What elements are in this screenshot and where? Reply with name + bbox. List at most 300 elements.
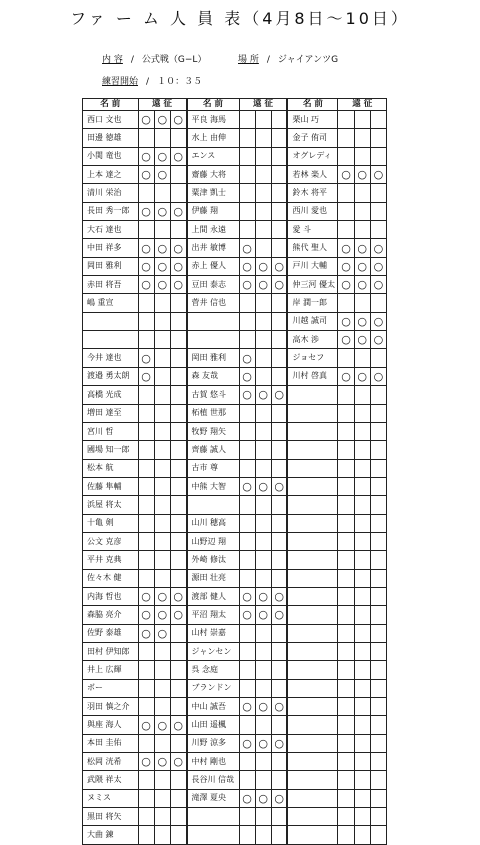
- player-name: 西口 文也: [83, 111, 139, 129]
- ensei-mark: [370, 459, 386, 477]
- ensei-mark: [154, 367, 170, 385]
- ensei-mark: [239, 679, 255, 697]
- player-name: 外崎 修汰: [187, 551, 240, 569]
- ensei-header: 遠 征: [138, 99, 186, 111]
- ensei-mark: [255, 129, 271, 147]
- ensei-mark: ○: [255, 386, 271, 404]
- ensei-mark: [170, 312, 186, 330]
- ensei-mark: ○: [170, 587, 186, 605]
- player-name: 中田 祥多: [83, 239, 139, 257]
- ensei-mark: [239, 642, 255, 660]
- player-name: 熊代 聖人: [287, 239, 337, 257]
- player-name: ヌミス: [83, 789, 139, 807]
- ensei-mark: [271, 459, 287, 477]
- player-name: [287, 698, 337, 716]
- ensei-mark: [271, 514, 287, 532]
- ensei-mark: ○: [170, 276, 186, 294]
- ensei-mark: [154, 679, 170, 697]
- ensei-mark: [255, 202, 271, 220]
- ensei-mark: [255, 367, 271, 385]
- ensei-mark: [239, 624, 255, 642]
- ensei-mark: [271, 221, 287, 239]
- ensei-mark: [154, 349, 170, 367]
- player-name: 中熊 大智: [187, 477, 240, 495]
- player-name: 十亀 剣: [83, 514, 139, 532]
- ensei-mark: [138, 679, 154, 697]
- ensei-mark: [154, 184, 170, 202]
- player-name: 高橋 光成: [83, 386, 139, 404]
- ensei-mark: [154, 404, 170, 422]
- player-name: 滝澤 夏央: [187, 789, 240, 807]
- start-label: 練習開始: [102, 77, 139, 87]
- ensei-mark: ○: [370, 331, 386, 349]
- ensei-mark: [354, 184, 370, 202]
- ensei-mark: [354, 496, 370, 514]
- table-row: [83, 422, 387, 440]
- player-name: [83, 331, 139, 349]
- separator: /: [146, 77, 150, 87]
- start-value: １０：３５: [157, 77, 203, 87]
- ensei-mark: [354, 771, 370, 789]
- player-name: 嶋 重宣: [83, 294, 139, 312]
- ensei-mark: [271, 679, 287, 697]
- ensei-mark: [354, 477, 370, 495]
- ensei-mark: [138, 129, 154, 147]
- ensei-mark: ○: [239, 587, 255, 605]
- player-name: 渡邉 勇太朗: [83, 367, 139, 385]
- ensei-mark: [255, 111, 271, 129]
- separator: /: [266, 55, 270, 65]
- player-name: [287, 753, 337, 771]
- ensei-mark: ○: [154, 257, 170, 275]
- ensei-mark: [170, 551, 186, 569]
- table-row: [83, 789, 387, 807]
- ensei-mark: [239, 404, 255, 422]
- ensei-mark: [170, 441, 186, 459]
- ensei-mark: [271, 753, 287, 771]
- ensei-mark: [370, 826, 386, 844]
- player-name: 黒田 将矢: [83, 808, 139, 826]
- player-name: 伊藤 翔: [187, 202, 240, 220]
- ensei-mark: ○: [338, 276, 354, 294]
- table-row: [83, 294, 387, 312]
- ensei-mark: [154, 532, 170, 550]
- ensei-mark: [170, 129, 186, 147]
- ensei-mark: [138, 551, 154, 569]
- ensei-mark: ○: [239, 367, 255, 385]
- ensei-mark: [271, 716, 287, 734]
- ensei-mark: [138, 826, 154, 844]
- player-name: [287, 642, 337, 660]
- ensei-mark: [170, 569, 186, 587]
- ensei-mark: [354, 532, 370, 550]
- ensei-mark: [271, 331, 287, 349]
- ensei-mark: ○: [170, 606, 186, 624]
- ensei-mark: [354, 661, 370, 679]
- ensei-mark: [354, 441, 370, 459]
- ensei-mark: [271, 441, 287, 459]
- ensei-mark: [271, 111, 287, 129]
- player-name: 與座 海人: [83, 716, 139, 734]
- ensei-mark: [154, 496, 170, 514]
- ensei-mark: [255, 331, 271, 349]
- name-header: 名 前: [187, 99, 240, 111]
- player-name: 呉 念庭: [187, 661, 240, 679]
- ensei-mark: [370, 606, 386, 624]
- ensei-mark: [370, 587, 386, 605]
- ensei-mark: [354, 789, 370, 807]
- ensei-mark: ○: [338, 239, 354, 257]
- ensei-mark: [370, 111, 386, 129]
- player-name: ボー: [83, 679, 139, 697]
- player-name: 武隈 祥太: [83, 771, 139, 789]
- player-name: [287, 808, 337, 826]
- ensei-mark: [170, 294, 186, 312]
- player-name: 戸川 大輔: [287, 257, 337, 275]
- ensei-mark: ○: [170, 716, 186, 734]
- ensei-mark: ○: [255, 587, 271, 605]
- ensei-mark: [170, 789, 186, 807]
- ensei-mark: ○: [138, 147, 154, 165]
- ensei-mark: [271, 422, 287, 440]
- ensei-mark: ○: [271, 257, 287, 275]
- ensei-mark: [354, 642, 370, 660]
- ensei-mark: [138, 771, 154, 789]
- ensei-mark: [354, 698, 370, 716]
- ensei-mark: ○: [255, 276, 271, 294]
- player-name: 内海 哲也: [83, 587, 139, 605]
- ensei-mark: ○: [138, 257, 154, 275]
- ensei-mark: [255, 624, 271, 642]
- ensei-mark: ○: [271, 698, 287, 716]
- player-name: [287, 459, 337, 477]
- ensei-mark: [138, 422, 154, 440]
- ensei-mark: [138, 569, 154, 587]
- ensei-mark: [170, 331, 186, 349]
- player-name: 國場 知一郎: [83, 441, 139, 459]
- ensei-mark: ○: [354, 331, 370, 349]
- ensei-mark: [255, 661, 271, 679]
- player-name: [287, 624, 337, 642]
- player-name: [287, 716, 337, 734]
- ensei-mark: [154, 514, 170, 532]
- ensei-mark: [338, 422, 354, 440]
- ensei-mark: ○: [271, 386, 287, 404]
- player-name: [287, 661, 337, 679]
- player-name: [287, 551, 337, 569]
- ensei-mark: [370, 642, 386, 660]
- player-name: 愛 斗: [287, 221, 337, 239]
- ensei-mark: [255, 808, 271, 826]
- ensei-mark: ○: [170, 753, 186, 771]
- ensei-mark: [239, 441, 255, 459]
- ensei-mark: [338, 661, 354, 679]
- ensei-mark: [239, 129, 255, 147]
- ensei-mark: [271, 532, 287, 550]
- player-name: 山野辺 翔: [187, 532, 240, 550]
- ensei-mark: [271, 239, 287, 257]
- table-row: [83, 331, 387, 349]
- ensei-mark: [370, 221, 386, 239]
- ensei-mark: [154, 569, 170, 587]
- ensei-mark: [255, 459, 271, 477]
- ensei-mark: [338, 771, 354, 789]
- player-name: 栗山 巧: [287, 111, 337, 129]
- ensei-mark: ○: [354, 312, 370, 330]
- ensei-mark: [370, 202, 386, 220]
- player-name: [187, 496, 240, 514]
- content-label: 内 容: [102, 55, 123, 65]
- ensei-header: 遠 征: [338, 99, 387, 111]
- ensei-mark: [170, 349, 186, 367]
- ensei-mark: [338, 294, 354, 312]
- player-name: 古賀 悠斗: [187, 386, 240, 404]
- table-row: [83, 587, 387, 605]
- ensei-mark: [138, 459, 154, 477]
- ensei-mark: [154, 698, 170, 716]
- ensei-mark: [138, 734, 154, 752]
- ensei-mark: [338, 111, 354, 129]
- ensei-mark: [354, 716, 370, 734]
- ensei-mark: [239, 808, 255, 826]
- ensei-mark: [271, 129, 287, 147]
- ensei-mark: [154, 422, 170, 440]
- player-name: [187, 808, 240, 826]
- ensei-mark: [271, 642, 287, 660]
- ensei-mark: [338, 459, 354, 477]
- ensei-mark: [239, 147, 255, 165]
- ensei-mark: [255, 532, 271, 550]
- ensei-mark: [370, 661, 386, 679]
- ensei-mark: ○: [271, 477, 287, 495]
- table-row: [83, 532, 387, 550]
- ensei-mark: [338, 441, 354, 459]
- ensei-mark: [338, 184, 354, 202]
- ensei-mark: [370, 349, 386, 367]
- ensei-mark: [271, 202, 287, 220]
- ensei-mark: [154, 441, 170, 459]
- ensei-mark: [354, 587, 370, 605]
- player-name: 山村 崇嘉: [187, 624, 240, 642]
- ensei-mark: [370, 147, 386, 165]
- ensei-mark: [370, 808, 386, 826]
- ensei-mark: [154, 459, 170, 477]
- ensei-mark: [255, 184, 271, 202]
- meta-content-row: [102, 52, 206, 65]
- meta-start-row: [102, 74, 202, 87]
- ensei-mark: ○: [255, 734, 271, 752]
- ensei-mark: [239, 166, 255, 184]
- player-name: 渡部 健人: [187, 587, 240, 605]
- ensei-mark: [239, 312, 255, 330]
- player-name: ジョセフ: [287, 349, 337, 367]
- ensei-mark: [239, 111, 255, 129]
- ensei-mark: [338, 716, 354, 734]
- table-row: [83, 276, 387, 294]
- ensei-mark: [354, 404, 370, 422]
- ensei-mark: [338, 753, 354, 771]
- ensei-mark: [370, 753, 386, 771]
- ensei-mark: [138, 312, 154, 330]
- player-name: 中村 剛也: [187, 753, 240, 771]
- ensei-mark: ○: [154, 202, 170, 220]
- player-name: 佐々木 健: [83, 569, 139, 587]
- ensei-mark: [354, 459, 370, 477]
- player-name: 井上 広輝: [83, 661, 139, 679]
- player-name: 上間 永遠: [187, 221, 240, 239]
- player-name: 出井 敏博: [187, 239, 240, 257]
- ensei-mark: [154, 661, 170, 679]
- player-name: ジャンセン: [187, 642, 240, 660]
- player-name: [187, 312, 240, 330]
- ensei-mark: [239, 569, 255, 587]
- name-header: 名 前: [83, 99, 139, 111]
- ensei-mark: ○: [338, 312, 354, 330]
- player-name: 古市 尊: [187, 459, 240, 477]
- ensei-mark: [370, 294, 386, 312]
- ensei-mark: [170, 459, 186, 477]
- ensei-mark: ○: [154, 606, 170, 624]
- ensei-mark: [255, 496, 271, 514]
- player-name: 長谷川 信哉: [187, 771, 240, 789]
- ensei-mark: ○: [138, 367, 154, 385]
- table-row: [83, 349, 387, 367]
- player-name: 山川 穂高: [187, 514, 240, 532]
- ensei-mark: [239, 202, 255, 220]
- player-name: 岡田 雅利: [187, 349, 240, 367]
- ensei-mark: [138, 404, 154, 422]
- ensei-mark: [271, 496, 287, 514]
- ensei-mark: [138, 441, 154, 459]
- player-name: 粟津 凱士: [187, 184, 240, 202]
- ensei-mark: [370, 789, 386, 807]
- ensei-mark: [354, 569, 370, 587]
- ensei-mark: [338, 698, 354, 716]
- ensei-mark: [271, 404, 287, 422]
- ensei-mark: ○: [239, 257, 255, 275]
- player-name: 岡田 雅利: [83, 257, 139, 275]
- ensei-mark: [239, 771, 255, 789]
- player-name: [287, 422, 337, 440]
- player-name: [83, 312, 139, 330]
- ensei-mark: [370, 386, 386, 404]
- table-row: [83, 698, 387, 716]
- ensei-mark: [154, 386, 170, 404]
- player-name: 源田 壮亮: [187, 569, 240, 587]
- ensei-mark: [255, 294, 271, 312]
- player-name: 平良 海馬: [187, 111, 240, 129]
- ensei-mark: [338, 569, 354, 587]
- ensei-mark: [138, 532, 154, 550]
- ensei-mark: [255, 221, 271, 239]
- player-name: 岸 潤一郎: [287, 294, 337, 312]
- ensei-mark: ○: [271, 734, 287, 752]
- ensei-mark: [370, 422, 386, 440]
- ensei-mark: [354, 808, 370, 826]
- ensei-mark: ○: [154, 111, 170, 129]
- player-name: [187, 826, 240, 844]
- ensei-mark: [370, 771, 386, 789]
- ensei-mark: [271, 147, 287, 165]
- player-name: 鈴木 将平: [287, 184, 337, 202]
- ensei-mark: [154, 129, 170, 147]
- ensei-mark: [138, 698, 154, 716]
- ensei-mark: ○: [338, 166, 354, 184]
- ensei-mark: [170, 642, 186, 660]
- ensei-mark: [370, 404, 386, 422]
- player-name: ブランドン: [187, 679, 240, 697]
- ensei-mark: [338, 551, 354, 569]
- ensei-mark: ○: [354, 367, 370, 385]
- ensei-mark: ○: [138, 606, 154, 624]
- ensei-mark: [239, 496, 255, 514]
- ensei-mark: [271, 826, 287, 844]
- ensei-mark: [138, 514, 154, 532]
- ensei-mark: [255, 514, 271, 532]
- ensei-mark: [354, 386, 370, 404]
- ensei-mark: [138, 661, 154, 679]
- ensei-mark: ○: [154, 239, 170, 257]
- ensei-mark: [338, 404, 354, 422]
- ensei-mark: ○: [255, 477, 271, 495]
- ensei-mark: [255, 441, 271, 459]
- ensei-mark: [338, 147, 354, 165]
- table-row: [83, 624, 387, 642]
- table-row: [83, 808, 387, 826]
- ensei-mark: [370, 477, 386, 495]
- player-name: 赤田 将吾: [83, 276, 139, 294]
- ensei-mark: [271, 661, 287, 679]
- ensei-mark: ○: [239, 386, 255, 404]
- ensei-mark: [170, 661, 186, 679]
- ensei-mark: [338, 532, 354, 550]
- ensei-mark: [354, 129, 370, 147]
- ensei-mark: [370, 184, 386, 202]
- ensei-mark: [338, 642, 354, 660]
- ensei-mark: [170, 367, 186, 385]
- ensei-mark: [170, 624, 186, 642]
- ensei-mark: [170, 808, 186, 826]
- player-name: 浜屋 将太: [83, 496, 139, 514]
- ensei-mark: [354, 679, 370, 697]
- table-row: [83, 606, 387, 624]
- ensei-mark: [354, 753, 370, 771]
- ensei-header: 遠 征: [239, 99, 287, 111]
- ensei-mark: [239, 753, 255, 771]
- ensei-mark: [170, 771, 186, 789]
- ensei-mark: [370, 569, 386, 587]
- ensei-mark: [255, 239, 271, 257]
- player-name: 牧野 翔矢: [187, 422, 240, 440]
- ensei-mark: [370, 496, 386, 514]
- ensei-mark: [138, 789, 154, 807]
- table-row: [83, 367, 387, 385]
- player-name: 平井 克典: [83, 551, 139, 569]
- player-name: [187, 331, 240, 349]
- table-row: [83, 184, 387, 202]
- player-name: 公文 克彦: [83, 532, 139, 550]
- ensei-mark: [338, 826, 354, 844]
- ensei-mark: ○: [154, 753, 170, 771]
- ensei-mark: [255, 166, 271, 184]
- player-name: 柘植 世那: [187, 404, 240, 422]
- ensei-mark: [239, 532, 255, 550]
- player-name: 菅井 信也: [187, 294, 240, 312]
- player-name: [287, 606, 337, 624]
- ensei-mark: [354, 606, 370, 624]
- ensei-mark: [255, 404, 271, 422]
- table-row: [83, 221, 387, 239]
